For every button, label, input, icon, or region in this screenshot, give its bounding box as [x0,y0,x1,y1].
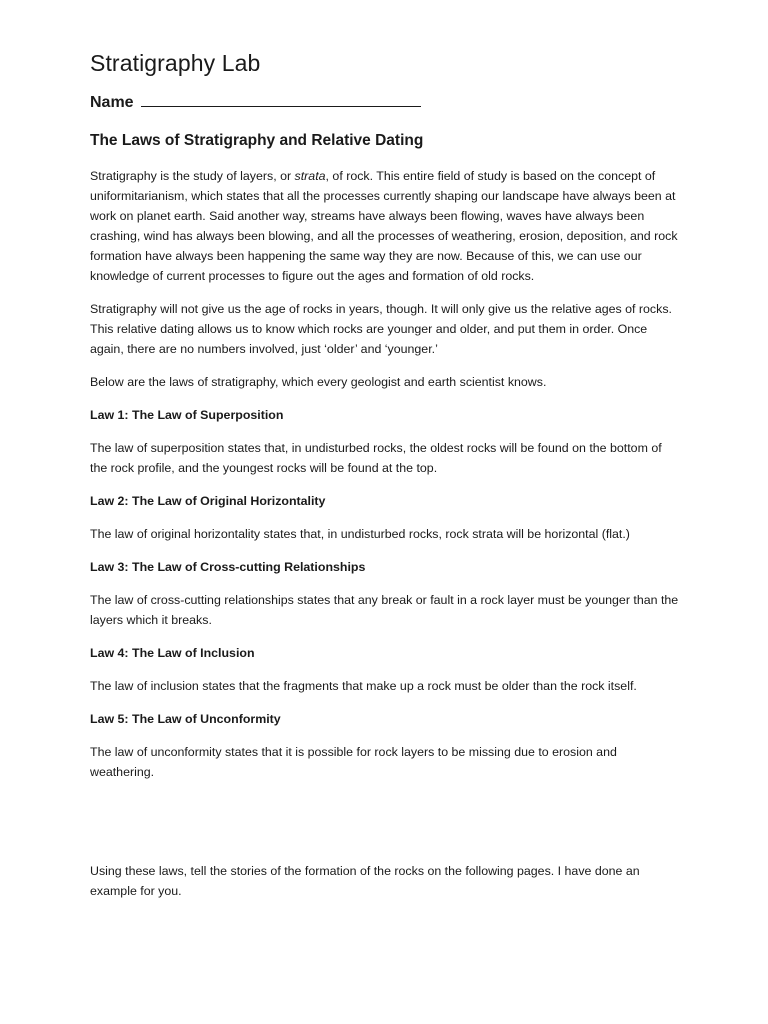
law-5-text: The law of unconformity states that it is possible for rock layers to be missing due to erosion and weathering. [90,745,617,779]
law-4-text: The law of inclusion states that the fragments that make up a rock must be older than the rock itself. [90,679,637,693]
section-heading: The Laws of Stratigraphy and Relative Dating [90,132,424,149]
law-3-title: Law 3: The Law of Cross-cutting Relationships [90,560,366,574]
intro-paragraph-1 [90,166,680,286]
law-4-title: Law 4: The Law of Inclusion [90,646,255,660]
intro-paragraph-3: Below are the laws of stratigraphy, which every geologist and earth scientist knows. [90,375,547,389]
intro-p1-end: , of rock. This entire field of study is based on the concept of uniformitarianism, which states that all the processes currently shaping our landscape have always been at work on planet earth. Said another way, streams have always been flowing, waves have always been crashing, wind has always been blowing, and all the processes of weathering, erosion, deposition, and rock formation have always been happening the same way they are now. Because of this, we can use our knowledge of current processes to figure out the ages and formation of old rocks. [90,169,678,283]
name-blank-line [141,92,421,107]
name-label: Name [90,94,134,111]
law-1-title: Law 1: The Law of Superposition [90,408,284,422]
law-5-title: Law 5: The Law of Unconformity [90,712,281,726]
intro-paragraph-2: Stratigraphy will not give us the age of rocks in years, though. It will only give us the relative ages of rocks. This relative dating allows us to know which rocks are younger and older, and put them in order. Once again, there are no numbers involved, just ‘older’ and ‘younger.’ [90,302,672,356]
blank-space [90,782,680,848]
closing-paragraph: Using these laws, tell the stories of the formation of the rocks on the following pages. I have done an example for you. [90,864,640,898]
law-2-title: Law 2: The Law of Original Horizontality [90,494,326,508]
law-3-text: The law of cross-cutting relationships states that any break or fault in a rock layer must be younger than the layers which it breaks. [90,593,679,627]
intro-p1-start: Stratigraphy is the study of layers, or [90,169,295,183]
document-page [90,46,680,901]
name-field [90,90,680,116]
law-1-text: The law of superposition states that, in undisturbed rocks, the oldest rocks will be found on the bottom of the rock profile, and the youngest rocks will be found at the top. [90,441,662,475]
document-title: Stratigraphy Lab [90,50,261,76]
law-2-text: The law of original horizontality states that, in undisturbed rocks, rock strata will be horizontal (flat.) [90,527,630,541]
intro-p1-emphasis: strata [294,169,326,183]
